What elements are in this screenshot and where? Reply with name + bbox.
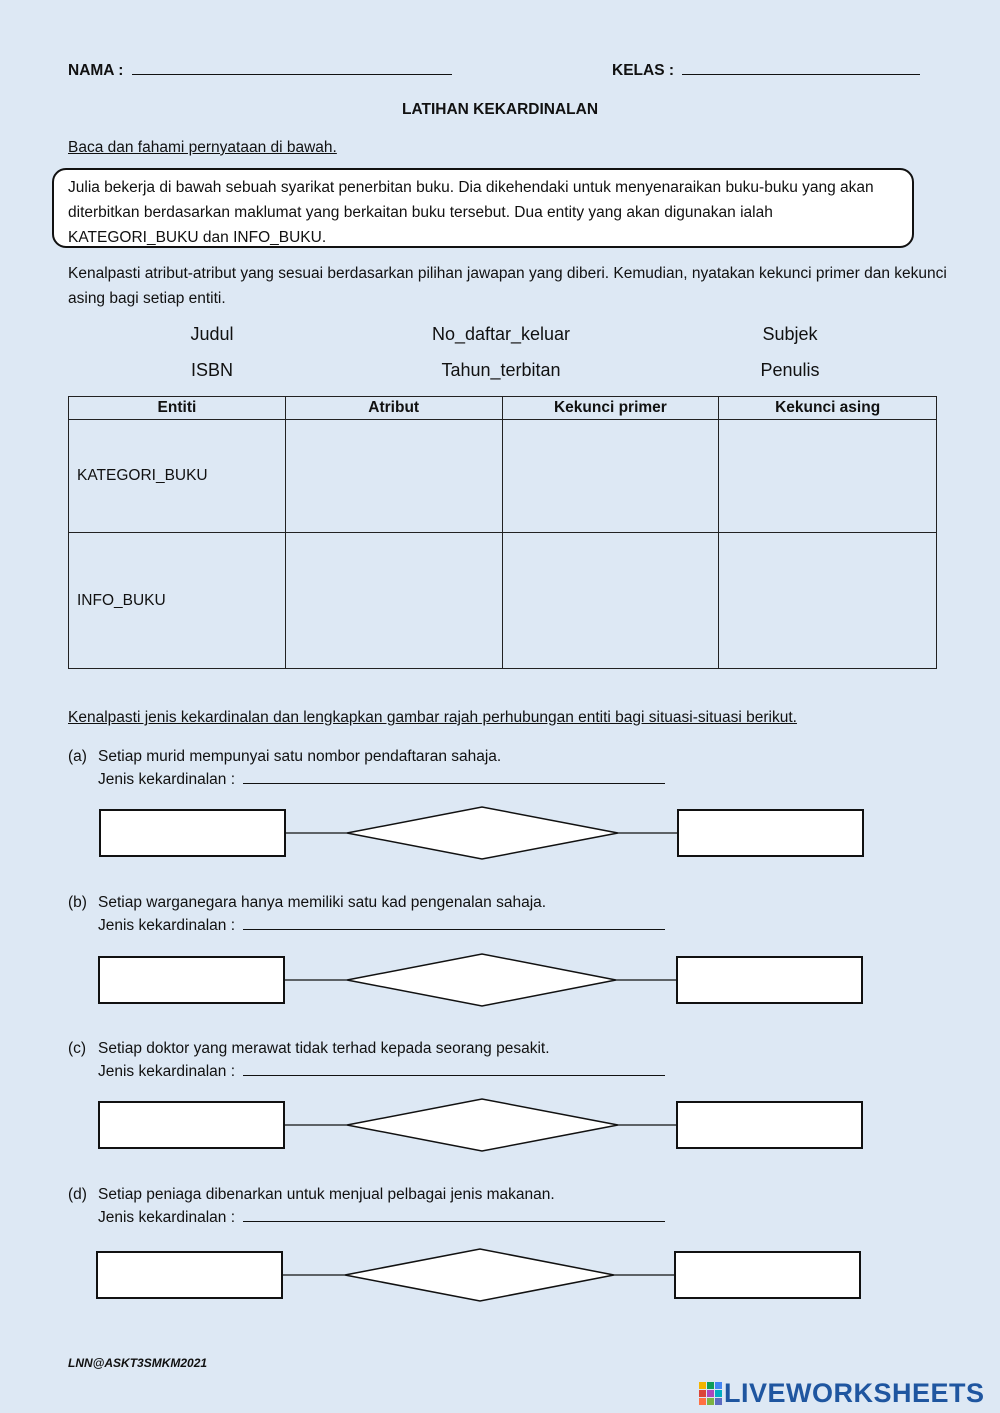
page-title: LATIHAN KEKARDINALAN — [401, 101, 599, 118]
option-subjek: Subjek — [762, 324, 818, 344]
relationship-diamond[interactable] — [345, 1249, 614, 1301]
question-a — [68, 745, 501, 769]
relationship-diamond[interactable] — [347, 807, 618, 859]
question-text: Setiap murid mempunyai satu nombor pendaftaran sahaja. — [98, 748, 502, 765]
question-text: Setiap warganegara hanya memiliki satu kad pengenalan sahaja. — [98, 894, 547, 911]
cardinality-input-line[interactable] — [243, 1074, 665, 1076]
name-field — [68, 62, 452, 80]
relationship-diamond[interactable] — [347, 954, 616, 1006]
er-diagram-d — [90, 1247, 880, 1307]
table-row — [69, 533, 937, 669]
answer-label: Jenis kekardinalan : — [98, 1209, 235, 1226]
er-diagram-c — [90, 1097, 880, 1157]
liveworksheets-logo-icon — [698, 1381, 724, 1407]
cardinality-input-line[interactable] — [243, 1220, 665, 1222]
cardinality-input-line[interactable] — [243, 782, 665, 784]
answer-c — [98, 1063, 665, 1081]
entity-box-right[interactable] — [677, 957, 862, 1003]
question-b — [68, 891, 546, 915]
option-judul: Judul — [190, 324, 234, 344]
option-tahun-terbitan: Tahun_terbitan — [441, 360, 561, 380]
entity-info-buku: INFO_BUKU — [69, 533, 286, 669]
table-row — [69, 420, 937, 533]
question-text: Setiap peniaga dibenarkan untuk menjual pelbagai jenis makanan. — [98, 1186, 555, 1203]
question-d — [68, 1183, 555, 1207]
answer-cell-kekunci-primer[interactable] — [502, 420, 719, 533]
class-input-line[interactable] — [682, 73, 920, 75]
answer-a — [98, 771, 665, 789]
class-label: KELAS : — [612, 62, 674, 79]
entity-table — [68, 396, 937, 669]
liveworksheets-logo-text: LIVEWORKSHEETS — [724, 1378, 985, 1408]
relationship-diamond[interactable] — [347, 1099, 618, 1151]
entity-box-right[interactable] — [675, 1252, 860, 1298]
answer-cell-kekunci-asing[interactable] — [719, 420, 937, 533]
answer-cell-atribut[interactable] — [285, 533, 502, 669]
question-letter: (d) — [68, 1186, 87, 1203]
answer-label: Jenis kekardinalan : — [98, 771, 235, 788]
answer-d — [98, 1209, 665, 1227]
entity-box-left[interactable] — [99, 1102, 284, 1148]
answer-label: Jenis kekardinalan : — [98, 1063, 235, 1080]
entity-box-left[interactable] — [100, 810, 285, 856]
name-label: NAMA : — [68, 62, 124, 79]
question-letter: (a) — [68, 748, 87, 765]
answer-b — [98, 917, 665, 935]
option-penulis: Penulis — [760, 360, 820, 380]
option-no-daftar-keluar: No_daftar_keluar — [431, 324, 571, 344]
class-field — [612, 62, 920, 80]
answer-label: Jenis kekardinalan : — [98, 917, 235, 934]
instruction-read: Baca dan fahami pernyataan di bawah. — [68, 139, 337, 156]
name-input-line[interactable] — [132, 73, 452, 75]
question-text: Setiap doktor yang merawat tidak terhad kepada seorang pesakit. — [98, 1040, 550, 1057]
instruction-cardinality: Kenalpasti jenis kekardinalan dan lengkapkan gambar rajah perhubungan entiti bagi situasi-situasi berikut. — [68, 709, 797, 726]
answer-cell-kekunci-asing[interactable] — [719, 533, 937, 669]
header-entiti: Entiti — [69, 397, 286, 420]
instruction-identify: Kenalpasti atribut-atribut yang sesuai berdasarkan pilihan jawapan yang diberi. Kemudian, nyatakan kekunci primer dan kekunci asing bagi setiap entiti. — [68, 265, 947, 307]
header-kekunci-asing: Kekunci asing — [719, 397, 937, 420]
question-letter: (c) — [68, 1040, 87, 1057]
entity-box-right[interactable] — [677, 1102, 862, 1148]
entity-kategori-buku: KATEGORI_BUKU — [69, 420, 286, 533]
table-header-row — [69, 397, 937, 420]
entity-box-left[interactable] — [99, 957, 284, 1003]
scenario-box: Julia bekerja di bawah sebuah syarikat penerbitan buku. Dia dikehendaki untuk menyenaraikan buku-buku yang akan diterbitkan berdasarkan maklumat yang berkaitan buku tersebut. Dua entity yang akan digunakan ialah KATEGORI_BUKU dan INFO_BUKU. — [52, 168, 914, 248]
question-letter: (b) — [68, 894, 87, 911]
entity-box-right[interactable] — [678, 810, 863, 856]
liveworksheets-logo[interactable] — [698, 1378, 985, 1409]
er-diagram-b — [90, 952, 880, 1012]
header-kekunci-primer: Kekunci primer — [502, 397, 719, 420]
cardinality-input-line[interactable] — [243, 928, 665, 930]
answer-cell-kekunci-primer[interactable] — [502, 533, 719, 669]
question-c — [68, 1037, 550, 1061]
er-diagram-a — [90, 805, 880, 865]
answer-cell-atribut[interactable] — [285, 420, 502, 533]
header-atribut: Atribut — [285, 397, 502, 420]
footer-credit: LNN@ASKT3SMKM2021 — [68, 1356, 208, 1370]
option-isbn: ISBN — [190, 360, 233, 380]
entity-box-left[interactable] — [97, 1252, 282, 1298]
